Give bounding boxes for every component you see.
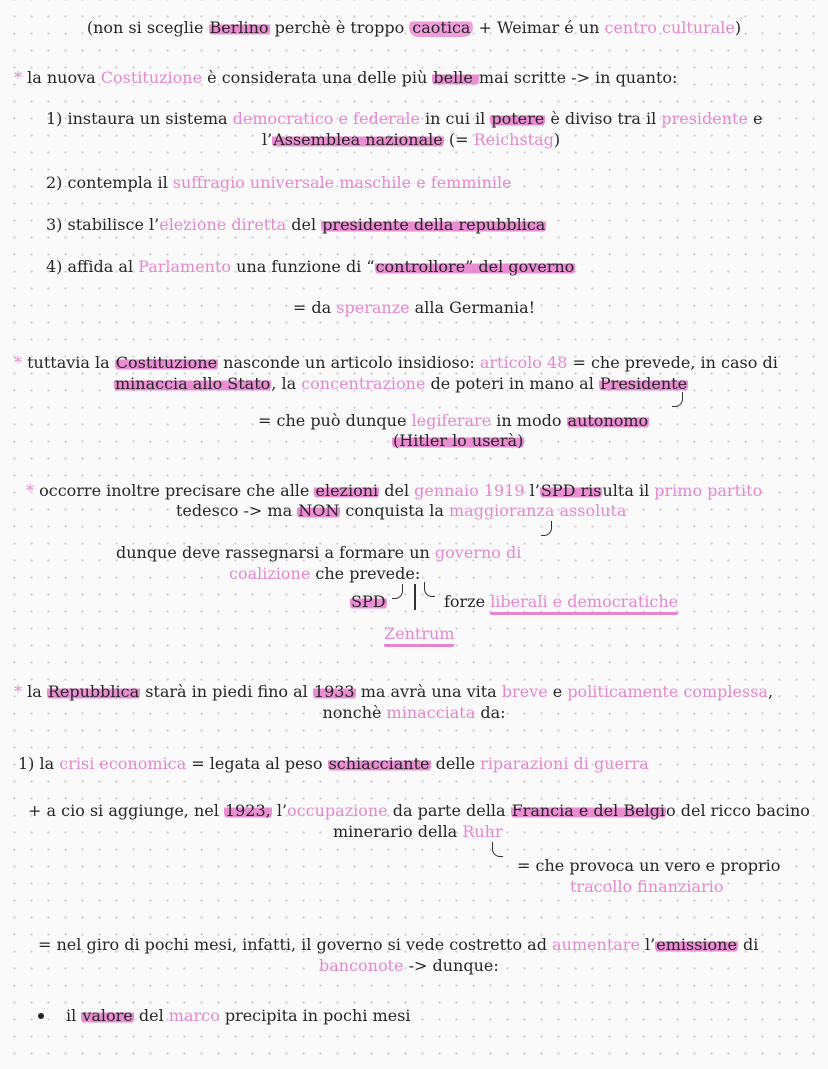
highlight-controllore: controllore” del governo xyxy=(375,257,575,276)
asterisk-bullet: * xyxy=(14,68,28,87)
pink-coalizione: coalizione xyxy=(229,564,311,583)
text: da parte della xyxy=(387,801,511,820)
pink-centro-culturale: centro culturale xyxy=(604,18,735,37)
text: l’ xyxy=(271,801,288,820)
arrow-hook-icon xyxy=(492,842,503,857)
text: o del ricco bacino xyxy=(666,801,810,820)
line-governo xyxy=(116,543,521,563)
text: 3) stabilisce l’ xyxy=(46,215,160,234)
pink-maggioranza: maggioranza assoluta xyxy=(448,501,627,520)
highlight-assemblea: Assemblea nazionale xyxy=(273,130,443,149)
pink-gennaio-1919: gennaio 1919 xyxy=(414,481,525,500)
highlight-1923: 1923, xyxy=(224,801,271,820)
bullet-dot-icon xyxy=(38,1013,44,1019)
text: , xyxy=(767,682,774,701)
text: ) xyxy=(734,18,742,37)
text: dunque deve rassegnarsi a formare un xyxy=(116,543,435,562)
text: del xyxy=(133,1006,169,1025)
pink-banconote: banconote xyxy=(319,956,404,975)
pink-parlamento: Parlamento xyxy=(138,257,232,276)
text: del xyxy=(379,481,415,500)
highlight-belle: belle xyxy=(433,68,478,87)
text: perchè è troppo xyxy=(269,18,410,37)
text: e xyxy=(747,109,763,128)
line-point-2 xyxy=(46,173,512,193)
text: + Weimar é un xyxy=(473,18,605,37)
highlight-repubblica: Repubblica xyxy=(47,682,140,701)
text: tuttavia la xyxy=(27,353,115,372)
pink-riparazioni: riparazioni di guerra xyxy=(480,754,649,773)
arrow-hook-icon xyxy=(424,582,435,597)
highlight-presidente: Presidente xyxy=(599,374,688,393)
pink-concentrazione: concentrazione xyxy=(301,374,426,393)
text: che prevede: xyxy=(310,564,421,583)
pink-aumentare: aumentare xyxy=(552,935,640,954)
text: tedesco -> ma xyxy=(176,501,298,520)
line-point-4 xyxy=(46,257,575,277)
line-weimar-note xyxy=(0,18,828,38)
line-point-1 xyxy=(46,109,763,129)
text: de poteri in mano al xyxy=(425,374,599,393)
pink-politicamente-complessa: politicamente complessa xyxy=(567,682,768,701)
pink-suffragio: suffragio universale maschile e femminile xyxy=(172,173,512,192)
pink-articolo-48: articolo 48 xyxy=(479,353,568,372)
arrow-hook-icon xyxy=(672,392,683,407)
asterisk-bullet: * xyxy=(14,682,28,701)
pink-legiferare: legiferare xyxy=(411,411,492,430)
highlight-caotica: caotica xyxy=(409,18,473,37)
text: + a cio si aggiunge, nel xyxy=(28,801,224,820)
text: occorre inoltre precisare che alle xyxy=(39,481,315,500)
text: alla Germania! xyxy=(409,298,536,317)
text: il xyxy=(66,1006,82,1025)
line-tracollo-cont xyxy=(570,877,723,897)
pink-primo-partito: primo partito xyxy=(654,481,763,500)
line-tracollo xyxy=(517,856,780,876)
pink-zentrum: Zentrum xyxy=(384,624,454,647)
text: ma avrà una vita xyxy=(355,682,502,701)
line-costituzione xyxy=(14,68,677,88)
pink-tracollo: tracollo finanziario xyxy=(570,877,724,896)
highlight-potere: potere xyxy=(491,109,545,128)
text: minerario della xyxy=(333,822,463,841)
line-point-1-cont xyxy=(262,130,560,150)
line-hitler xyxy=(392,431,524,451)
text: nasconde un articolo insidioso: xyxy=(218,353,480,372)
line-crisi xyxy=(18,754,649,774)
text: mai scritte -> in quanto: xyxy=(478,68,678,87)
highlight-costituzione: Costituzione xyxy=(115,353,218,372)
highlight-minaccia: minaccia allo Stato xyxy=(115,374,271,393)
text: 2) contempla il xyxy=(46,173,173,192)
text: 4) affida al xyxy=(46,257,139,276)
branch-line xyxy=(414,584,416,610)
highlight-spd: SPD ris xyxy=(540,481,602,500)
text: l’ xyxy=(262,130,273,149)
text: = nel giro di pochi mesi, infatti, il governo si vede costretto ad xyxy=(38,935,553,954)
line-point-3 xyxy=(46,215,546,235)
text: = che può dunque xyxy=(258,411,412,430)
pink-governo-di: governo di xyxy=(434,543,522,562)
text: la nuova xyxy=(27,68,101,87)
text: in modo xyxy=(491,411,567,430)
text: ulta il xyxy=(602,481,655,500)
pink-occupazione: occupazione xyxy=(287,801,388,820)
text: una funzione di “ xyxy=(231,257,375,276)
text: la xyxy=(27,682,47,701)
highlight-hitler: (Hitler lo userà) xyxy=(393,431,524,450)
text: delle xyxy=(430,754,481,773)
highlight-presidente-repubblica: presidente della repubblica xyxy=(322,215,546,234)
text: e xyxy=(547,682,568,701)
line-coalizione xyxy=(229,564,420,584)
line-marco xyxy=(66,1006,411,1026)
text: -> dunque: xyxy=(403,956,499,975)
text: = che prevede, in caso di xyxy=(567,353,778,372)
text: ) xyxy=(553,130,561,149)
pink-presidente: presidente xyxy=(661,109,748,128)
highlight-1933: 1933 xyxy=(313,682,355,701)
highlight-elezioni: elezioni xyxy=(315,481,379,500)
line-articolo-48-cont xyxy=(114,374,688,394)
line-speranze xyxy=(0,298,828,318)
line-ruhr-cont xyxy=(333,822,503,842)
highlight-non: NON xyxy=(298,501,340,520)
text: è diviso tra il xyxy=(545,109,662,128)
line-elezioni-1919 xyxy=(26,481,762,501)
arrow-hook-icon xyxy=(541,521,552,536)
text: , la xyxy=(271,374,302,393)
text: l’ xyxy=(524,481,540,500)
text: = che provoca un vero e proprio xyxy=(517,856,781,875)
line-elezioni-cont xyxy=(176,501,626,521)
text: (= xyxy=(443,130,474,149)
text: da: xyxy=(475,703,506,722)
pink-reichstag: Reichstag xyxy=(473,130,554,149)
asterisk-bullet: * xyxy=(14,353,28,372)
asterisk-bullet: * xyxy=(26,481,40,500)
line-legiferare xyxy=(258,411,649,431)
pink-marco: marco xyxy=(168,1006,220,1025)
text: l’ xyxy=(639,935,656,954)
pink-elezione-diretta: elezione diretta xyxy=(159,215,287,234)
text: = legata al peso xyxy=(186,754,328,773)
text: del xyxy=(286,215,322,234)
line-repubblica xyxy=(14,682,773,702)
highlight-schiacciante: schiacciante xyxy=(328,754,430,773)
text: (non si sceglie xyxy=(86,18,209,37)
pink-democratico-federale: democratico e federale xyxy=(232,109,420,128)
line-zentrum xyxy=(384,624,454,644)
text: forze xyxy=(444,592,491,611)
line-banconote xyxy=(319,956,499,976)
highlight-berlino: Berlino xyxy=(209,18,269,37)
pink-crisi-economica: crisi economica xyxy=(59,754,187,773)
text: nonchè xyxy=(322,703,387,722)
pink-liberali-democratiche: liberali e democratiche xyxy=(490,592,678,615)
highlight-emissione: emissione xyxy=(656,935,737,954)
line-articolo-48 xyxy=(14,353,778,373)
highlight-autonomo: autonomo xyxy=(567,411,649,430)
text: in cui il xyxy=(419,109,491,128)
line-spd xyxy=(350,592,387,612)
text: di xyxy=(737,935,759,954)
pink-breve: breve xyxy=(501,682,548,701)
text: starà in piedi fino al xyxy=(140,682,313,701)
line-ruhr xyxy=(28,801,810,821)
pink-costituzione: Costituzione xyxy=(100,68,203,87)
text: conquista la xyxy=(340,501,449,520)
highlight-spd-box: SPD xyxy=(351,592,386,611)
highlight-valore: valore xyxy=(82,1006,133,1025)
highlight-francia-belgio: Francia e del Belgi xyxy=(511,801,666,820)
text: = da xyxy=(292,298,337,317)
text: 1) la xyxy=(18,754,60,773)
arrow-hook-icon xyxy=(392,584,403,599)
line-forze xyxy=(444,592,678,612)
line-minacciata xyxy=(0,703,828,723)
pink-speranze: speranze xyxy=(336,298,410,317)
text: è considerata una delle più xyxy=(202,68,433,87)
pink-ruhr: Ruhr xyxy=(462,822,503,841)
line-emissione xyxy=(38,935,758,955)
text: 1) instaura un sistema xyxy=(46,109,233,128)
text: precipita in pochi mesi xyxy=(219,1006,411,1025)
pink-minacciata: minacciata xyxy=(386,703,476,722)
